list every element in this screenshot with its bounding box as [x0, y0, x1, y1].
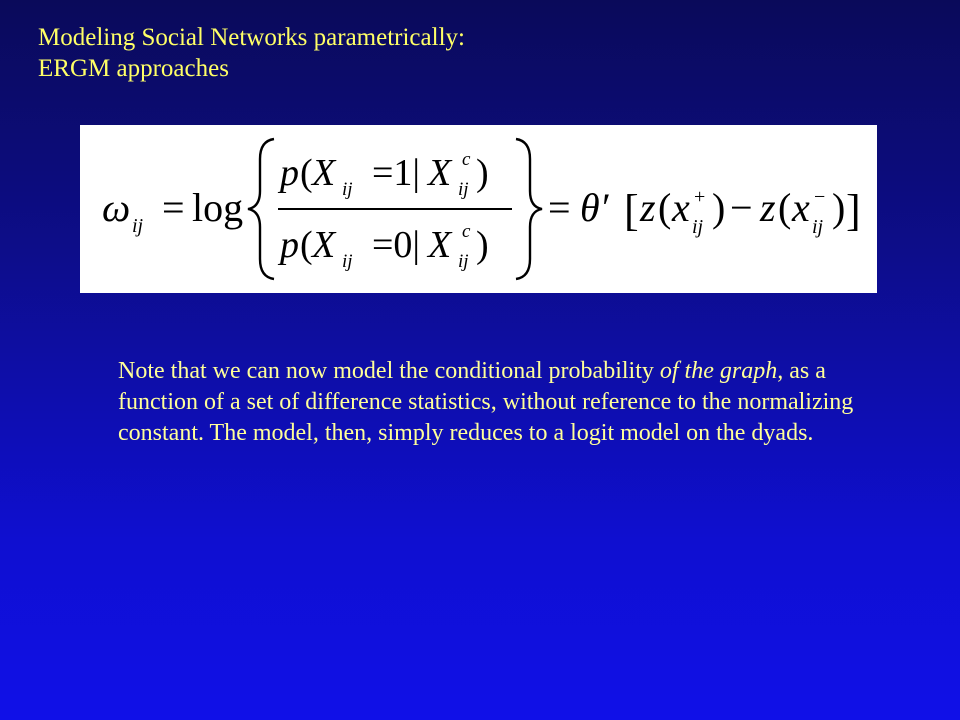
- formula-equation: [80, 125, 877, 293]
- minus-sign: −: [730, 185, 753, 230]
- x1-subscript: ij: [692, 216, 704, 238]
- num-value: =1|: [372, 152, 421, 194]
- den-open-paren: (: [300, 224, 313, 266]
- right-brace: [516, 139, 542, 279]
- open-bracket: [: [624, 186, 639, 235]
- z1-open-paren: (: [658, 185, 672, 230]
- z2-open-paren: (: [778, 185, 792, 230]
- den-close-paren: ): [476, 224, 489, 266]
- x1-superscript: +: [694, 186, 706, 208]
- z2-close-paren: ): [832, 185, 846, 230]
- num-Xc: X: [428, 152, 452, 194]
- den-p: p: [280, 224, 299, 266]
- omega-subscript: ij: [132, 215, 144, 237]
- left-brace: [248, 139, 274, 279]
- x-2: x: [792, 185, 810, 230]
- num-X-subscript: ij: [342, 179, 353, 200]
- den-Xc: X: [428, 224, 452, 266]
- den-value: =0|: [372, 224, 421, 266]
- slide-title: [38, 22, 465, 84]
- z-1: z: [640, 185, 656, 230]
- x-1: x: [672, 185, 690, 230]
- num-p: p: [280, 152, 299, 194]
- num-X: X: [312, 152, 336, 194]
- body-text-part-1: Note that we can now model the conditional probability: [118, 358, 660, 384]
- formula-box: [80, 125, 877, 293]
- den-Xc-subscript: ij: [458, 251, 469, 272]
- x2-superscript: −: [814, 186, 826, 208]
- title-line-1: Modeling Social Networks parametrically:: [38, 24, 465, 51]
- den-X: X: [312, 224, 336, 266]
- den-Xc-superscript: c: [462, 221, 471, 242]
- log-text: log: [192, 185, 244, 230]
- body-text-part-2: as a function of a set of difference statistics, without reference to the normalizing constant. The model, then, simply reduces to a logit model on the dyads.: [118, 358, 854, 446]
- num-close-paren: ): [476, 152, 489, 194]
- z-2: z: [760, 185, 776, 230]
- theta-prime: θ′: [580, 185, 609, 230]
- num-Xc-subscript: ij: [458, 179, 469, 200]
- den-X-subscript: ij: [342, 251, 353, 272]
- body-text: [118, 356, 888, 449]
- body-text-italic: of the graph,: [659, 358, 784, 384]
- num-Xc-superscript: c: [462, 149, 471, 170]
- z1-close-paren: ): [712, 185, 726, 230]
- equals-sign: =: [162, 185, 185, 230]
- x2-subscript: ij: [812, 216, 824, 238]
- close-bracket: ]: [846, 186, 861, 235]
- omega-symbol: ω: [102, 185, 131, 230]
- body-paragraph: [118, 356, 888, 449]
- title-line-2: ERGM approaches: [38, 55, 229, 82]
- num-open-paren: (: [300, 152, 313, 194]
- equals-sign-2: =: [548, 185, 571, 230]
